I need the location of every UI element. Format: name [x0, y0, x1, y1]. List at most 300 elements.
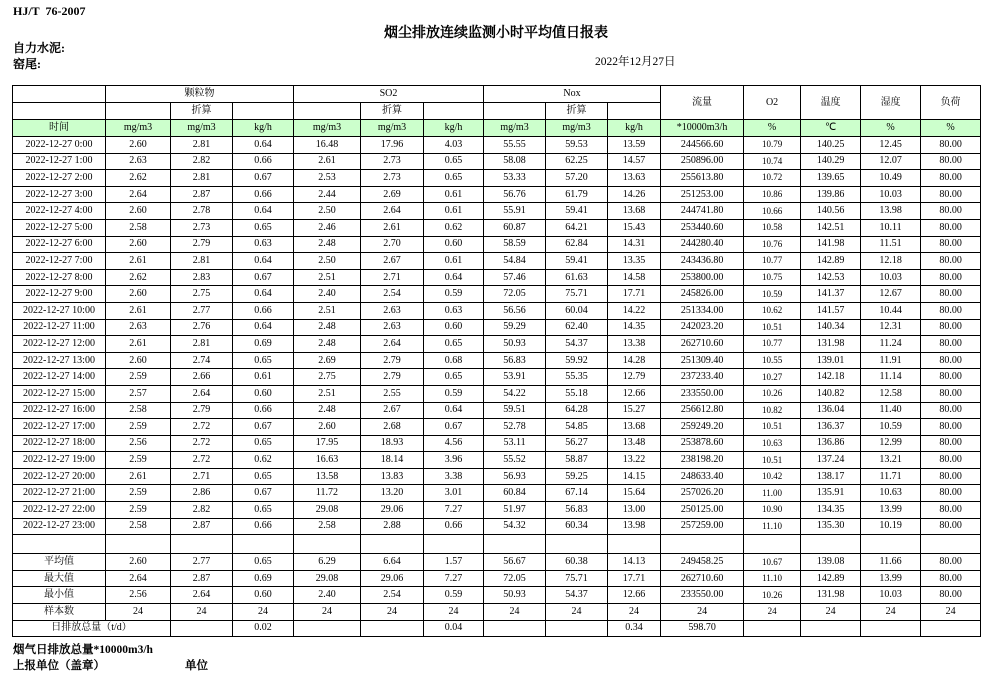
value-cell: 0.65: [233, 554, 294, 571]
value-cell: 11.91: [861, 352, 921, 369]
value-cell: 13.35: [608, 253, 661, 270]
value-cell: 0.66: [233, 518, 294, 535]
value-cell: 2.71: [171, 468, 233, 485]
empty-cell: [801, 535, 861, 554]
value-cell: 2.58: [106, 402, 171, 419]
value-cell: 11.51: [861, 236, 921, 253]
corner-cell: [13, 86, 106, 103]
empty-cell: [13, 103, 106, 120]
time-cell: 2022-12-27 1:00: [13, 153, 106, 170]
value-cell: 2.61: [294, 153, 361, 170]
data-row: [13, 452, 981, 469]
time-cell: 2022-12-27 3:00: [13, 186, 106, 203]
value-cell: 131.98: [801, 336, 861, 353]
value-cell: 259249.20: [661, 419, 744, 436]
data-row: [13, 385, 981, 402]
value-cell: 6.64: [361, 554, 424, 571]
time-cell: 2022-12-27 16:00: [13, 402, 106, 419]
empty-cell: [484, 103, 546, 120]
value-cell: 141.57: [801, 302, 861, 319]
value-cell: 10.66: [744, 203, 801, 220]
unit-cell: kg/h: [233, 120, 294, 137]
value-cell: 0.64: [233, 319, 294, 336]
value-cell: 80.00: [921, 319, 981, 336]
value-cell: 13.68: [608, 419, 661, 436]
value-cell: 238198.20: [661, 452, 744, 469]
value-cell: 59.92: [546, 352, 608, 369]
value-cell: 14.22: [608, 302, 661, 319]
value-cell: 64.21: [546, 219, 608, 236]
value-cell: 2.64: [361, 203, 424, 220]
value-cell: 0.62: [424, 219, 484, 236]
value-cell: 0.65: [424, 153, 484, 170]
value-cell: 0.64: [424, 269, 484, 286]
value-cell: 0.59: [424, 587, 484, 604]
value-cell: 2.69: [361, 186, 424, 203]
value-cell: 2.48: [294, 319, 361, 336]
group-particulate: 颗粒物: [106, 86, 294, 103]
value-cell: 60.84: [484, 485, 546, 502]
value-cell: 80.00: [921, 369, 981, 386]
reporting-unit-label: 上报单位（盖章）: [13, 660, 105, 672]
empty-cell: [861, 535, 921, 554]
value-cell: 2.79: [171, 236, 233, 253]
value-cell: 2.56: [106, 435, 171, 452]
value-cell: 2.78: [171, 203, 233, 220]
value-cell: 54.22: [484, 385, 546, 402]
summary-label: 最大值: [13, 570, 106, 587]
value-cell: 11.40: [861, 402, 921, 419]
value-cell: 262710.60: [661, 570, 744, 587]
value-cell: 13.83: [361, 468, 424, 485]
value-cell: 56.67: [484, 554, 546, 571]
data-row: [13, 518, 981, 535]
time-cell: 2022-12-27 15:00: [13, 385, 106, 402]
value-cell: 10.82: [744, 402, 801, 419]
data-row: [13, 502, 981, 519]
value-cell: 10.55: [744, 352, 801, 369]
value-cell: 2.59: [106, 502, 171, 519]
col-load: 负荷: [921, 86, 981, 120]
value-cell: 2.50: [294, 203, 361, 220]
value-cell: 137.24: [801, 452, 861, 469]
value-cell: 10.19: [861, 518, 921, 535]
value-cell: 2.55: [361, 385, 424, 402]
value-cell: 249458.25: [661, 554, 744, 571]
empty-cell: [233, 535, 294, 554]
value-cell: 1.57: [424, 554, 484, 571]
value-cell: 13.63: [608, 170, 661, 187]
value-cell: 2.73: [361, 153, 424, 170]
pm-converted-label: 折算: [171, 103, 233, 120]
value-cell: 80.00: [921, 170, 981, 187]
value-cell: 13.98: [861, 203, 921, 220]
value-cell: 0.66: [233, 302, 294, 319]
value-cell: 2.86: [171, 485, 233, 502]
value-cell: 2.64: [171, 587, 233, 604]
value-cell: 50.93: [484, 336, 546, 353]
value-cell: 0.65: [233, 219, 294, 236]
empty-cell: [744, 535, 801, 554]
value-cell: 24: [861, 604, 921, 621]
value-cell: 0.67: [233, 419, 294, 436]
value-cell: 59.41: [546, 203, 608, 220]
value-cell: 3.96: [424, 452, 484, 469]
value-cell: 53.91: [484, 369, 546, 386]
value-cell: [861, 620, 921, 637]
value-cell: 67.14: [546, 485, 608, 502]
value-cell: 80.00: [921, 153, 981, 170]
value-cell: [744, 620, 801, 637]
value-cell: 13.68: [608, 203, 661, 220]
time-cell: 2022-12-27 7:00: [13, 253, 106, 270]
value-cell: 2.73: [171, 219, 233, 236]
value-cell: 10.27: [744, 369, 801, 386]
value-cell: 10.03: [861, 269, 921, 286]
value-cell: 142.89: [801, 570, 861, 587]
value-cell: 2.81: [171, 170, 233, 187]
value-cell: 24: [661, 604, 744, 621]
value-cell: [484, 620, 546, 637]
time-cell: 2022-12-27 20:00: [13, 468, 106, 485]
value-cell: 56.76: [484, 186, 546, 203]
empty-cell: [608, 103, 661, 120]
data-row: [13, 468, 981, 485]
summary-label: 最小值: [13, 587, 106, 604]
value-cell: 11.72: [294, 485, 361, 502]
value-cell: 14.31: [608, 236, 661, 253]
empty-cell: [13, 535, 106, 554]
value-cell: 233550.00: [661, 587, 744, 604]
value-cell: 80.00: [921, 485, 981, 502]
value-cell: 15.27: [608, 402, 661, 419]
value-cell: 4.56: [424, 435, 484, 452]
value-cell: 24: [106, 604, 171, 621]
value-cell: 10.63: [744, 435, 801, 452]
value-cell: 250125.00: [661, 502, 744, 519]
value-cell: 80.00: [921, 336, 981, 353]
group-nox: Nox: [484, 86, 661, 103]
value-cell: 56.93: [484, 468, 546, 485]
unit-cell: mg/m3: [294, 120, 361, 137]
value-cell: 59.29: [484, 319, 546, 336]
value-cell: 6.29: [294, 554, 361, 571]
value-cell: 0.68: [424, 352, 484, 369]
summary-label: 样本数: [13, 604, 106, 621]
value-cell: 13.00: [608, 502, 661, 519]
daily-total-row: [13, 620, 981, 637]
unit-cell: %: [861, 120, 921, 137]
value-cell: 10.77: [744, 253, 801, 270]
data-row: [13, 137, 981, 154]
value-cell: 2.73: [361, 170, 424, 187]
time-cell: 2022-12-27 13:00: [13, 352, 106, 369]
nox-converted-label: 折算: [546, 103, 608, 120]
value-cell: 0.69: [233, 570, 294, 587]
value-cell: 2.77: [171, 302, 233, 319]
value-cell: 2.69: [294, 352, 361, 369]
col-humidity: 湿度: [861, 86, 921, 120]
value-cell: 11.71: [861, 468, 921, 485]
value-cell: 57.46: [484, 269, 546, 286]
summary-label: 平均值: [13, 554, 106, 571]
value-cell: 12.67: [861, 286, 921, 303]
value-cell: 14.13: [608, 554, 661, 571]
empty-cell: [661, 535, 744, 554]
value-cell: 2.40: [294, 587, 361, 604]
value-cell: 61.63: [546, 269, 608, 286]
value-cell: 29.06: [361, 502, 424, 519]
value-cell: 11.10: [744, 570, 801, 587]
value-cell: 2.46: [294, 219, 361, 236]
value-cell: 51.97: [484, 502, 546, 519]
value-cell: 80.00: [921, 236, 981, 253]
data-row: [13, 269, 981, 286]
value-cell: 24: [921, 604, 981, 621]
value-cell: 60.38: [546, 554, 608, 571]
unit-cell: mg/m3: [361, 120, 424, 137]
value-cell: 253878.60: [661, 435, 744, 452]
empty-cell: [171, 535, 233, 554]
col-o2: O2: [744, 86, 801, 120]
value-cell: 24: [484, 604, 546, 621]
data-row: [13, 186, 981, 203]
time-cell: 2022-12-27 0:00: [13, 137, 106, 154]
value-cell: 0.65: [233, 352, 294, 369]
value-cell: 13.22: [608, 452, 661, 469]
value-cell: 64.28: [546, 402, 608, 419]
value-cell: 140.56: [801, 203, 861, 220]
value-cell: 57.20: [546, 170, 608, 187]
data-row: [13, 402, 981, 419]
value-cell: 0.64: [233, 137, 294, 154]
group-so2: SO2: [294, 86, 484, 103]
value-cell: 2.72: [171, 419, 233, 436]
unit-cell: mg/m3: [171, 120, 233, 137]
time-cell: 2022-12-27 2:00: [13, 170, 106, 187]
value-cell: 0.63: [424, 302, 484, 319]
value-cell: 80.00: [921, 570, 981, 587]
col-temperature: 温度: [801, 86, 861, 120]
value-cell: 2.54: [361, 286, 424, 303]
value-cell: 13.58: [294, 468, 361, 485]
value-cell: 80.00: [921, 502, 981, 519]
value-cell: 14.57: [608, 153, 661, 170]
value-cell: 237233.40: [661, 369, 744, 386]
value-cell: 16.63: [294, 452, 361, 469]
value-cell: 2.63: [361, 319, 424, 336]
value-cell: 2.61: [106, 302, 171, 319]
data-row: [13, 336, 981, 353]
value-cell: 55.91: [484, 203, 546, 220]
value-cell: 2.77: [171, 554, 233, 571]
value-cell: 16.48: [294, 137, 361, 154]
value-cell: 80.00: [921, 137, 981, 154]
value-cell: 2.62: [106, 269, 171, 286]
time-cell: 2022-12-27 14:00: [13, 369, 106, 386]
value-cell: 2.61: [106, 253, 171, 270]
value-cell: 80.00: [921, 219, 981, 236]
value-cell: 233550.00: [661, 385, 744, 402]
value-cell: 0.64: [233, 253, 294, 270]
data-row: [13, 435, 981, 452]
value-cell: 59.25: [546, 468, 608, 485]
unit-cell: mg/m3: [106, 120, 171, 137]
value-cell: 24: [608, 604, 661, 621]
value-cell: 14.35: [608, 319, 661, 336]
time-cell: 2022-12-27 9:00: [13, 286, 106, 303]
value-cell: 134.35: [801, 502, 861, 519]
empty-cell: [484, 535, 546, 554]
value-cell: 58.08: [484, 153, 546, 170]
value-cell: 2.58: [106, 518, 171, 535]
value-cell: 2.87: [171, 518, 233, 535]
time-cell: 2022-12-27 22:00: [13, 502, 106, 519]
value-cell: [171, 620, 233, 637]
value-cell: 80.00: [921, 253, 981, 270]
value-cell: 2.82: [171, 502, 233, 519]
value-cell: 2.58: [106, 219, 171, 236]
value-cell: 10.67: [744, 554, 801, 571]
value-cell: 2.60: [106, 203, 171, 220]
value-cell: 14.15: [608, 468, 661, 485]
value-cell: 11.10: [744, 518, 801, 535]
standard-code: HJ/T 76-2007: [13, 4, 86, 18]
value-cell: 0.62: [233, 452, 294, 469]
empty-cell: [294, 535, 361, 554]
value-cell: 54.32: [484, 518, 546, 535]
page-title: 烟尘排放连续监测小时平均值日报表: [384, 26, 608, 41]
value-cell: 2.60: [106, 286, 171, 303]
empty-cell: [233, 103, 294, 120]
value-cell: 24: [233, 604, 294, 621]
value-cell: 0.65: [233, 502, 294, 519]
value-cell: 80.00: [921, 203, 981, 220]
value-cell: 141.37: [801, 286, 861, 303]
value-cell: 251309.40: [661, 352, 744, 369]
header-unit-row: [13, 120, 981, 137]
value-cell: 17.95: [294, 435, 361, 452]
value-cell: 2.48: [294, 336, 361, 353]
value-cell: 135.30: [801, 518, 861, 535]
value-cell: 13.99: [861, 570, 921, 587]
value-cell: 80.00: [921, 385, 981, 402]
data-row: [13, 236, 981, 253]
value-cell: 0.63: [233, 236, 294, 253]
value-cell: 2.76: [171, 319, 233, 336]
empty-cell: [546, 535, 608, 554]
value-cell: 2.64: [171, 385, 233, 402]
summary-row: [13, 570, 981, 587]
value-cell: 2.51: [294, 269, 361, 286]
value-cell: 0.61: [233, 369, 294, 386]
value-cell: 140.34: [801, 319, 861, 336]
unit-cell: %: [744, 120, 801, 137]
time-cell: 2022-12-27 23:00: [13, 518, 106, 535]
value-cell: 11.00: [744, 485, 801, 502]
unit-cell: mg/m3: [484, 120, 546, 137]
value-cell: 242023.20: [661, 319, 744, 336]
value-cell: 136.37: [801, 419, 861, 436]
flue-daily-total-note: 烟气日排放总量*10000m3/h: [13, 644, 153, 656]
empty-cell: [608, 535, 661, 554]
site-label: 窑尾:: [13, 57, 41, 71]
time-cell: 2022-12-27 10:00: [13, 302, 106, 319]
value-cell: 80.00: [921, 286, 981, 303]
value-cell: 248633.40: [661, 468, 744, 485]
empty-cell: [424, 535, 484, 554]
value-cell: 0.61: [424, 203, 484, 220]
value-cell: 72.05: [484, 570, 546, 587]
summary-row: [13, 554, 981, 571]
value-cell: 2.61: [106, 468, 171, 485]
value-cell: 10.26: [744, 587, 801, 604]
value-cell: 142.53: [801, 269, 861, 286]
value-cell: 55.55: [484, 137, 546, 154]
value-cell: 75.71: [546, 286, 608, 303]
value-cell: 2.64: [106, 570, 171, 587]
time-cell: 2022-12-27 11:00: [13, 319, 106, 336]
value-cell: 2.70: [361, 236, 424, 253]
value-cell: 2.60: [106, 352, 171, 369]
value-cell: 24: [171, 604, 233, 621]
value-cell: 62.84: [546, 236, 608, 253]
value-cell: 2.59: [106, 452, 171, 469]
value-cell: 10.51: [744, 319, 801, 336]
value-cell: 2.61: [106, 336, 171, 353]
value-cell: 255613.80: [661, 170, 744, 187]
value-cell: 2.64: [361, 336, 424, 353]
time-cell: 2022-12-27 19:00: [13, 452, 106, 469]
value-cell: 257259.00: [661, 518, 744, 535]
value-cell: 80.00: [921, 452, 981, 469]
value-cell: 2.63: [106, 153, 171, 170]
value-cell: 0.67: [233, 269, 294, 286]
value-cell: 139.86: [801, 186, 861, 203]
value-cell: 0.64: [424, 402, 484, 419]
value-cell: 80.00: [921, 352, 981, 369]
value-cell: 13.99: [861, 502, 921, 519]
value-cell: 2.56: [106, 587, 171, 604]
value-cell: 2.79: [361, 352, 424, 369]
value-cell: 10.49: [861, 170, 921, 187]
value-cell: 0.02: [233, 620, 294, 637]
value-cell: 24: [294, 604, 361, 621]
value-cell: 2.67: [361, 402, 424, 419]
value-cell: 60.04: [546, 302, 608, 319]
value-cell: 10.79: [744, 137, 801, 154]
value-cell: 55.52: [484, 452, 546, 469]
value-cell: 62.25: [546, 153, 608, 170]
value-cell: 2.57: [106, 385, 171, 402]
value-cell: 12.07: [861, 153, 921, 170]
value-cell: 10.03: [861, 587, 921, 604]
value-cell: 2.59: [106, 419, 171, 436]
value-cell: 10.62: [744, 302, 801, 319]
value-cell: 2.87: [171, 570, 233, 587]
data-row: [13, 419, 981, 436]
value-cell: 10.77: [744, 336, 801, 353]
value-cell: 135.91: [801, 485, 861, 502]
data-row: [13, 253, 981, 270]
value-cell: 11.66: [861, 554, 921, 571]
value-cell: 13.59: [608, 137, 661, 154]
value-cell: 142.89: [801, 253, 861, 270]
value-cell: 262710.60: [661, 336, 744, 353]
value-cell: 2.74: [171, 352, 233, 369]
value-cell: 2.81: [171, 253, 233, 270]
value-cell: 2.50: [294, 253, 361, 270]
